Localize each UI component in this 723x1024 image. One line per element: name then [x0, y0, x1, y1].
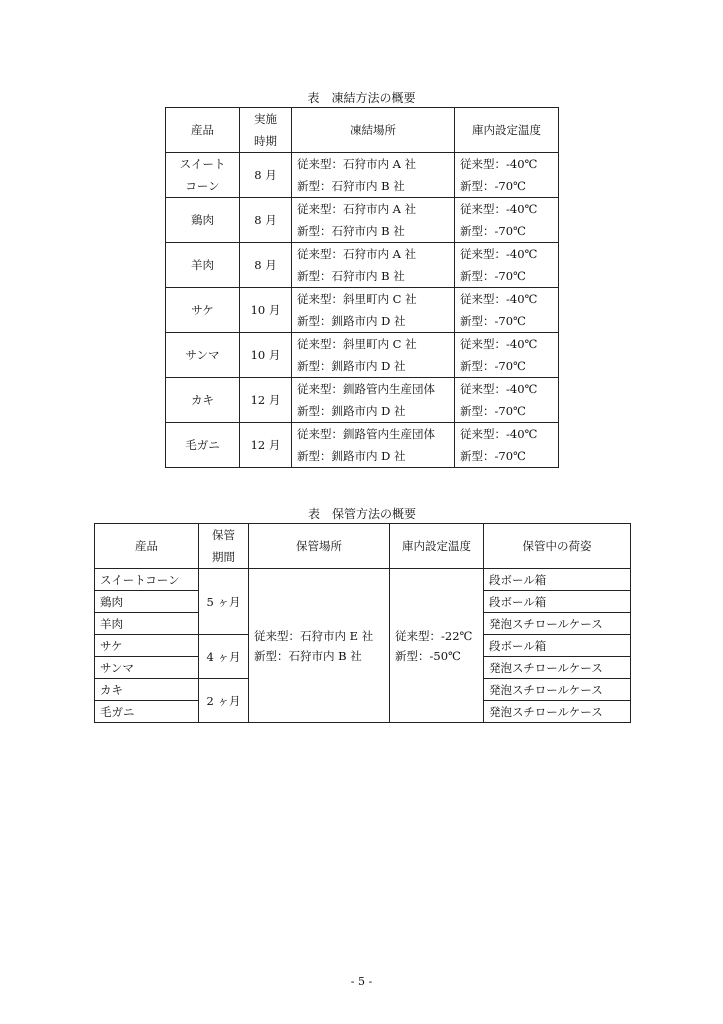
freezing-temp-line: 新型：-70℃	[460, 224, 526, 238]
product-line: カキ	[191, 393, 214, 407]
product-cell: サケ	[95, 635, 199, 657]
freezing-temp-cell	[455, 153, 559, 198]
freezing-temp-line: 新型：-70℃	[460, 179, 526, 193]
product-cell: 鶏肉	[95, 591, 199, 613]
table-row	[166, 243, 559, 288]
period-cell: 8 月	[240, 153, 292, 198]
freezing-temp-line: 新型：-70℃	[460, 269, 526, 283]
freezing-place-line: 新型：石狩市内 B 社	[297, 224, 405, 238]
freezing-temp-line: 新型：-70℃	[460, 314, 526, 328]
period-cell: 10 月	[240, 288, 292, 333]
freezing-place-cell	[292, 378, 455, 423]
freezing-temp-line: 従来型：-40℃	[460, 382, 538, 396]
freezing-temp-cell	[455, 333, 559, 378]
product-cell	[166, 333, 240, 378]
freezing-place-line: 従来型：釧路管内生産団体	[297, 382, 435, 396]
period-cell: 10 月	[240, 333, 292, 378]
header-packaging: 保管中の荷姿	[484, 524, 631, 569]
product-line: サンマ	[185, 348, 220, 362]
period-cell: 5 ヶ月	[199, 569, 249, 635]
product-line: サケ	[191, 303, 214, 317]
storage-place-cell	[249, 569, 390, 723]
storage-method-table	[94, 523, 631, 723]
product-cell	[166, 153, 240, 198]
product-cell: カキ	[95, 679, 199, 701]
header-period	[199, 524, 249, 569]
product-cell: スイートコーン	[95, 569, 199, 591]
freezing-temp-cell	[455, 198, 559, 243]
period-cell: 8 月	[240, 243, 292, 288]
table1-header-row	[166, 108, 559, 153]
table1-caption: 表 凍結方法の概要	[307, 91, 416, 105]
product-cell	[166, 423, 240, 468]
product-cell: サンマ	[95, 657, 199, 679]
header-period	[240, 108, 292, 153]
freezing-method-table	[165, 107, 559, 468]
table-row	[95, 569, 631, 591]
page-number: - 5 -	[350, 975, 373, 988]
table2-header-row	[95, 524, 631, 569]
packaging-cell: 段ボール箱	[484, 569, 631, 591]
header-place: 保管場所	[249, 524, 390, 569]
freezing-place-cell	[292, 243, 455, 288]
freezing-place-line: 従来型：斜里町内 C 社	[297, 292, 417, 306]
freezing-place-line: 従来型：石狩市内 A 社	[297, 247, 417, 261]
table-row	[166, 378, 559, 423]
product-cell: 羊肉	[95, 613, 199, 635]
storage-temp-line2: 新型：-50℃	[395, 648, 461, 663]
freezing-place-cell	[292, 423, 455, 468]
period-cell: 2 ヶ月	[199, 679, 249, 723]
freezing-temp-line: 従来型：-40℃	[460, 292, 538, 306]
header-period-line2: 期間	[212, 550, 235, 564]
period-cell: 12 月	[240, 378, 292, 423]
freezing-place-line: 新型：石狩市内 B 社	[297, 269, 405, 283]
packaging-cell: 発泡スチロールケース	[484, 679, 631, 701]
product-line: 毛ガニ	[185, 438, 220, 452]
freezing-place-line: 従来型：石狩市内 A 社	[297, 202, 417, 216]
storage-place-line2: 新型：石狩市内 B 社	[254, 648, 362, 663]
table-row	[166, 288, 559, 333]
packaging-cell: 段ボール箱	[484, 635, 631, 657]
header-period-line2: 時期	[254, 134, 277, 148]
table-row	[166, 333, 559, 378]
freezing-temp-line: 従来型：-40℃	[460, 247, 538, 261]
table-row	[166, 198, 559, 243]
freezing-temp-cell	[455, 288, 559, 333]
freezing-place-line: 新型：釧路市内 D 社	[297, 314, 406, 328]
product-line: スイート	[179, 157, 226, 171]
freezing-temp-line: 新型：-70℃	[460, 404, 526, 418]
freezing-temp-line: 新型：-70℃	[460, 359, 526, 373]
product-cell	[166, 378, 240, 423]
freezing-temp-line: 従来型：-40℃	[460, 157, 538, 171]
freezing-place-cell	[292, 333, 455, 378]
storage-temp-cell	[390, 569, 484, 723]
freezing-temp-line: 従来型：-40℃	[460, 427, 538, 441]
product-line: 鶏肉	[191, 213, 214, 227]
packaging-cell: 発泡スチロールケース	[484, 613, 631, 635]
freezing-place-line: 新型：石狩市内 B 社	[297, 179, 405, 193]
header-period-line1: 保管	[212, 528, 235, 542]
freezing-place-cell	[292, 288, 455, 333]
freezing-place-cell	[292, 198, 455, 243]
storage-temp-line1: 従来型：-22℃	[395, 628, 473, 643]
product-line: 羊肉	[191, 258, 214, 272]
table-row	[166, 153, 559, 198]
freezing-temp-cell	[455, 423, 559, 468]
freezing-temp-line: 従来型：-40℃	[460, 202, 538, 216]
freezing-temp-line: 新型：-70℃	[460, 449, 526, 463]
table-row	[166, 423, 559, 468]
freezing-place-line: 新型：釧路市内 D 社	[297, 359, 406, 373]
freezing-temp-cell	[455, 243, 559, 288]
header-place: 凍結場所	[292, 108, 455, 153]
header-period-line1: 実施	[254, 112, 277, 126]
freezing-place-line: 従来型：斜里町内 C 社	[297, 337, 417, 351]
product-cell	[166, 198, 240, 243]
freezing-place-cell	[292, 153, 455, 198]
freezing-temp-cell	[455, 378, 559, 423]
freezing-temp-line: 従来型：-40℃	[460, 337, 538, 351]
storage-place-line1: 従来型：石狩市内 E 社	[254, 628, 374, 643]
freezing-place-line: 新型：釧路市内 D 社	[297, 404, 406, 418]
period-cell: 4 ヶ月	[199, 635, 249, 679]
header-temp: 庫内設定温度	[390, 524, 484, 569]
period-cell: 8 月	[240, 198, 292, 243]
packaging-cell: 発泡スチロールケース	[484, 701, 631, 723]
header-temp: 庫内設定温度	[455, 108, 559, 153]
header-product: 産品	[166, 108, 240, 153]
packaging-cell: 段ボール箱	[484, 591, 631, 613]
product-cell: 毛ガニ	[95, 701, 199, 723]
product-cell	[166, 288, 240, 333]
table2-caption: 表 保管方法の概要	[307, 507, 416, 521]
product-line: コーン	[185, 179, 220, 193]
header-product: 産品	[95, 524, 199, 569]
period-cell: 12 月	[240, 423, 292, 468]
freezing-place-line: 従来型：釧路管内生産団体	[297, 427, 435, 441]
freezing-place-line: 新型：釧路市内 D 社	[297, 449, 406, 463]
freezing-place-line: 従来型：石狩市内 A 社	[297, 157, 417, 171]
packaging-cell: 発泡スチロールケース	[484, 657, 631, 679]
product-cell	[166, 243, 240, 288]
